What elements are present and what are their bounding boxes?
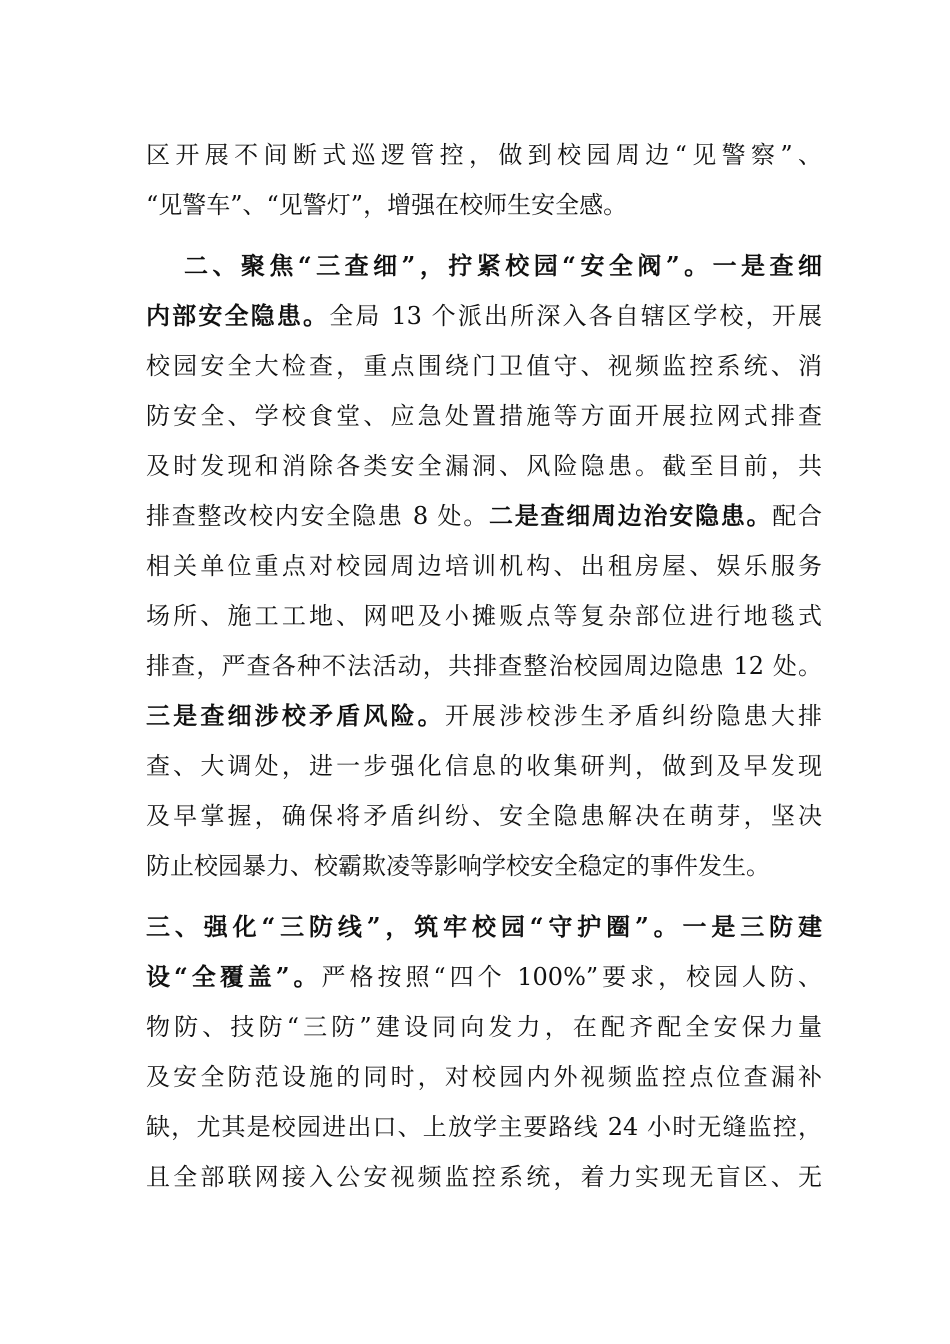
subheading-surrounding-hazards: 二是查细周边治安隐患。 <box>489 501 773 530</box>
paragraph-patrol-continuation <box>146 130 822 230</box>
text-line <box>146 1152 822 1202</box>
text-run: 且全部联网接入公安视频监控系统，着力实现无盲区、无 <box>146 1163 822 1191</box>
text-line <box>146 952 822 1002</box>
section-two-heading-line <box>146 241 822 291</box>
paragraph-section-two <box>146 241 822 891</box>
text-line <box>146 130 822 180</box>
subheading-full-coverage: 设“全覆盖”。 <box>146 962 322 991</box>
text-run: 及早掌握，确保将矛盾纠纷、安全隐患解决在萌芽，坚决 <box>146 802 822 830</box>
text-run: 严格按照“四个 100%”要求，校园人防、 <box>321 963 823 991</box>
text-line <box>146 591 822 641</box>
text-run: 配合 <box>772 502 823 530</box>
text-line <box>146 341 822 391</box>
text-line <box>146 691 822 741</box>
text-run: 全局 13 个派出所深入各自辖区学校，开展 <box>329 302 823 330</box>
text-run: 排查整改校内安全隐患 8 处。 <box>146 502 490 530</box>
text-run: 物防、技防“三防”建设同向发力，在配齐配全安保力量 <box>146 1013 822 1041</box>
text-run: 及安全防范设施的同时，对校园内外视频监控点位查漏补 <box>146 1063 822 1091</box>
text-run: 及时发现和消除各类安全漏洞、风险隐患。截至目前，共 <box>146 452 822 480</box>
text-run: 开展涉校涉生矛盾纠纷隐患大排 <box>444 702 823 730</box>
text-run: 防安全、学校食堂、应急处置措施等方面开展拉网式排查 <box>146 402 822 430</box>
text-run: 缺，尤其是校园进出口、上放学主要路线 24 小时无缝监控， <box>146 1113 822 1141</box>
text-run: 查、大调处，进一步强化信息的收集研判，做到及早发现 <box>146 752 822 780</box>
text-line <box>146 391 822 441</box>
document-body <box>146 130 822 1202</box>
text-line <box>146 1052 822 1102</box>
subheading-conflict-risks: 三是查细涉校矛盾风险。 <box>146 701 445 730</box>
text-run: 校园安全大检查，重点围绕门卫值守、视频监控系统、消 <box>146 352 822 380</box>
text-line <box>146 180 822 230</box>
text-line <box>146 741 822 791</box>
text-line <box>146 641 822 691</box>
section-three-heading: 三、强化“三防线”，筑牢校园“守护圈”。一是三防建 <box>146 912 822 941</box>
text-line <box>146 291 822 341</box>
subheading-internal-hazards: 内部安全隐患。 <box>146 301 330 330</box>
text-line <box>146 791 822 841</box>
text-line <box>146 441 822 491</box>
section-two-heading: 二、聚焦“三查细”，拧紧校园“安全阀”。一是查细 <box>184 251 822 280</box>
paragraph-section-three <box>146 902 822 1202</box>
text-run: “见警车”、“见警灯”，增强在校师生安全感。 <box>146 191 628 219</box>
text-line <box>146 841 822 891</box>
text-line <box>146 1002 822 1052</box>
text-line <box>146 541 822 591</box>
text-run: 区开展不间断式巡逻管控，做到校园周边“见警察”、 <box>146 141 822 169</box>
text-line <box>146 491 822 541</box>
text-run: 排查，严查各种不法活动，共排查整治校园周边隐患 12 处。 <box>146 652 822 680</box>
text-run: 相关单位重点对校园周边培训机构、出租房屋、娱乐服务 <box>146 552 822 580</box>
text-run: 场所、施工工地、网吧及小摊贩点等复杂部位进行地毯式 <box>146 602 822 630</box>
text-line <box>146 1102 822 1152</box>
section-three-heading-line <box>146 902 822 952</box>
text-run: 防止校园暴力、校霸欺凌等影响学校安全稳定的事件发生。 <box>146 852 770 880</box>
